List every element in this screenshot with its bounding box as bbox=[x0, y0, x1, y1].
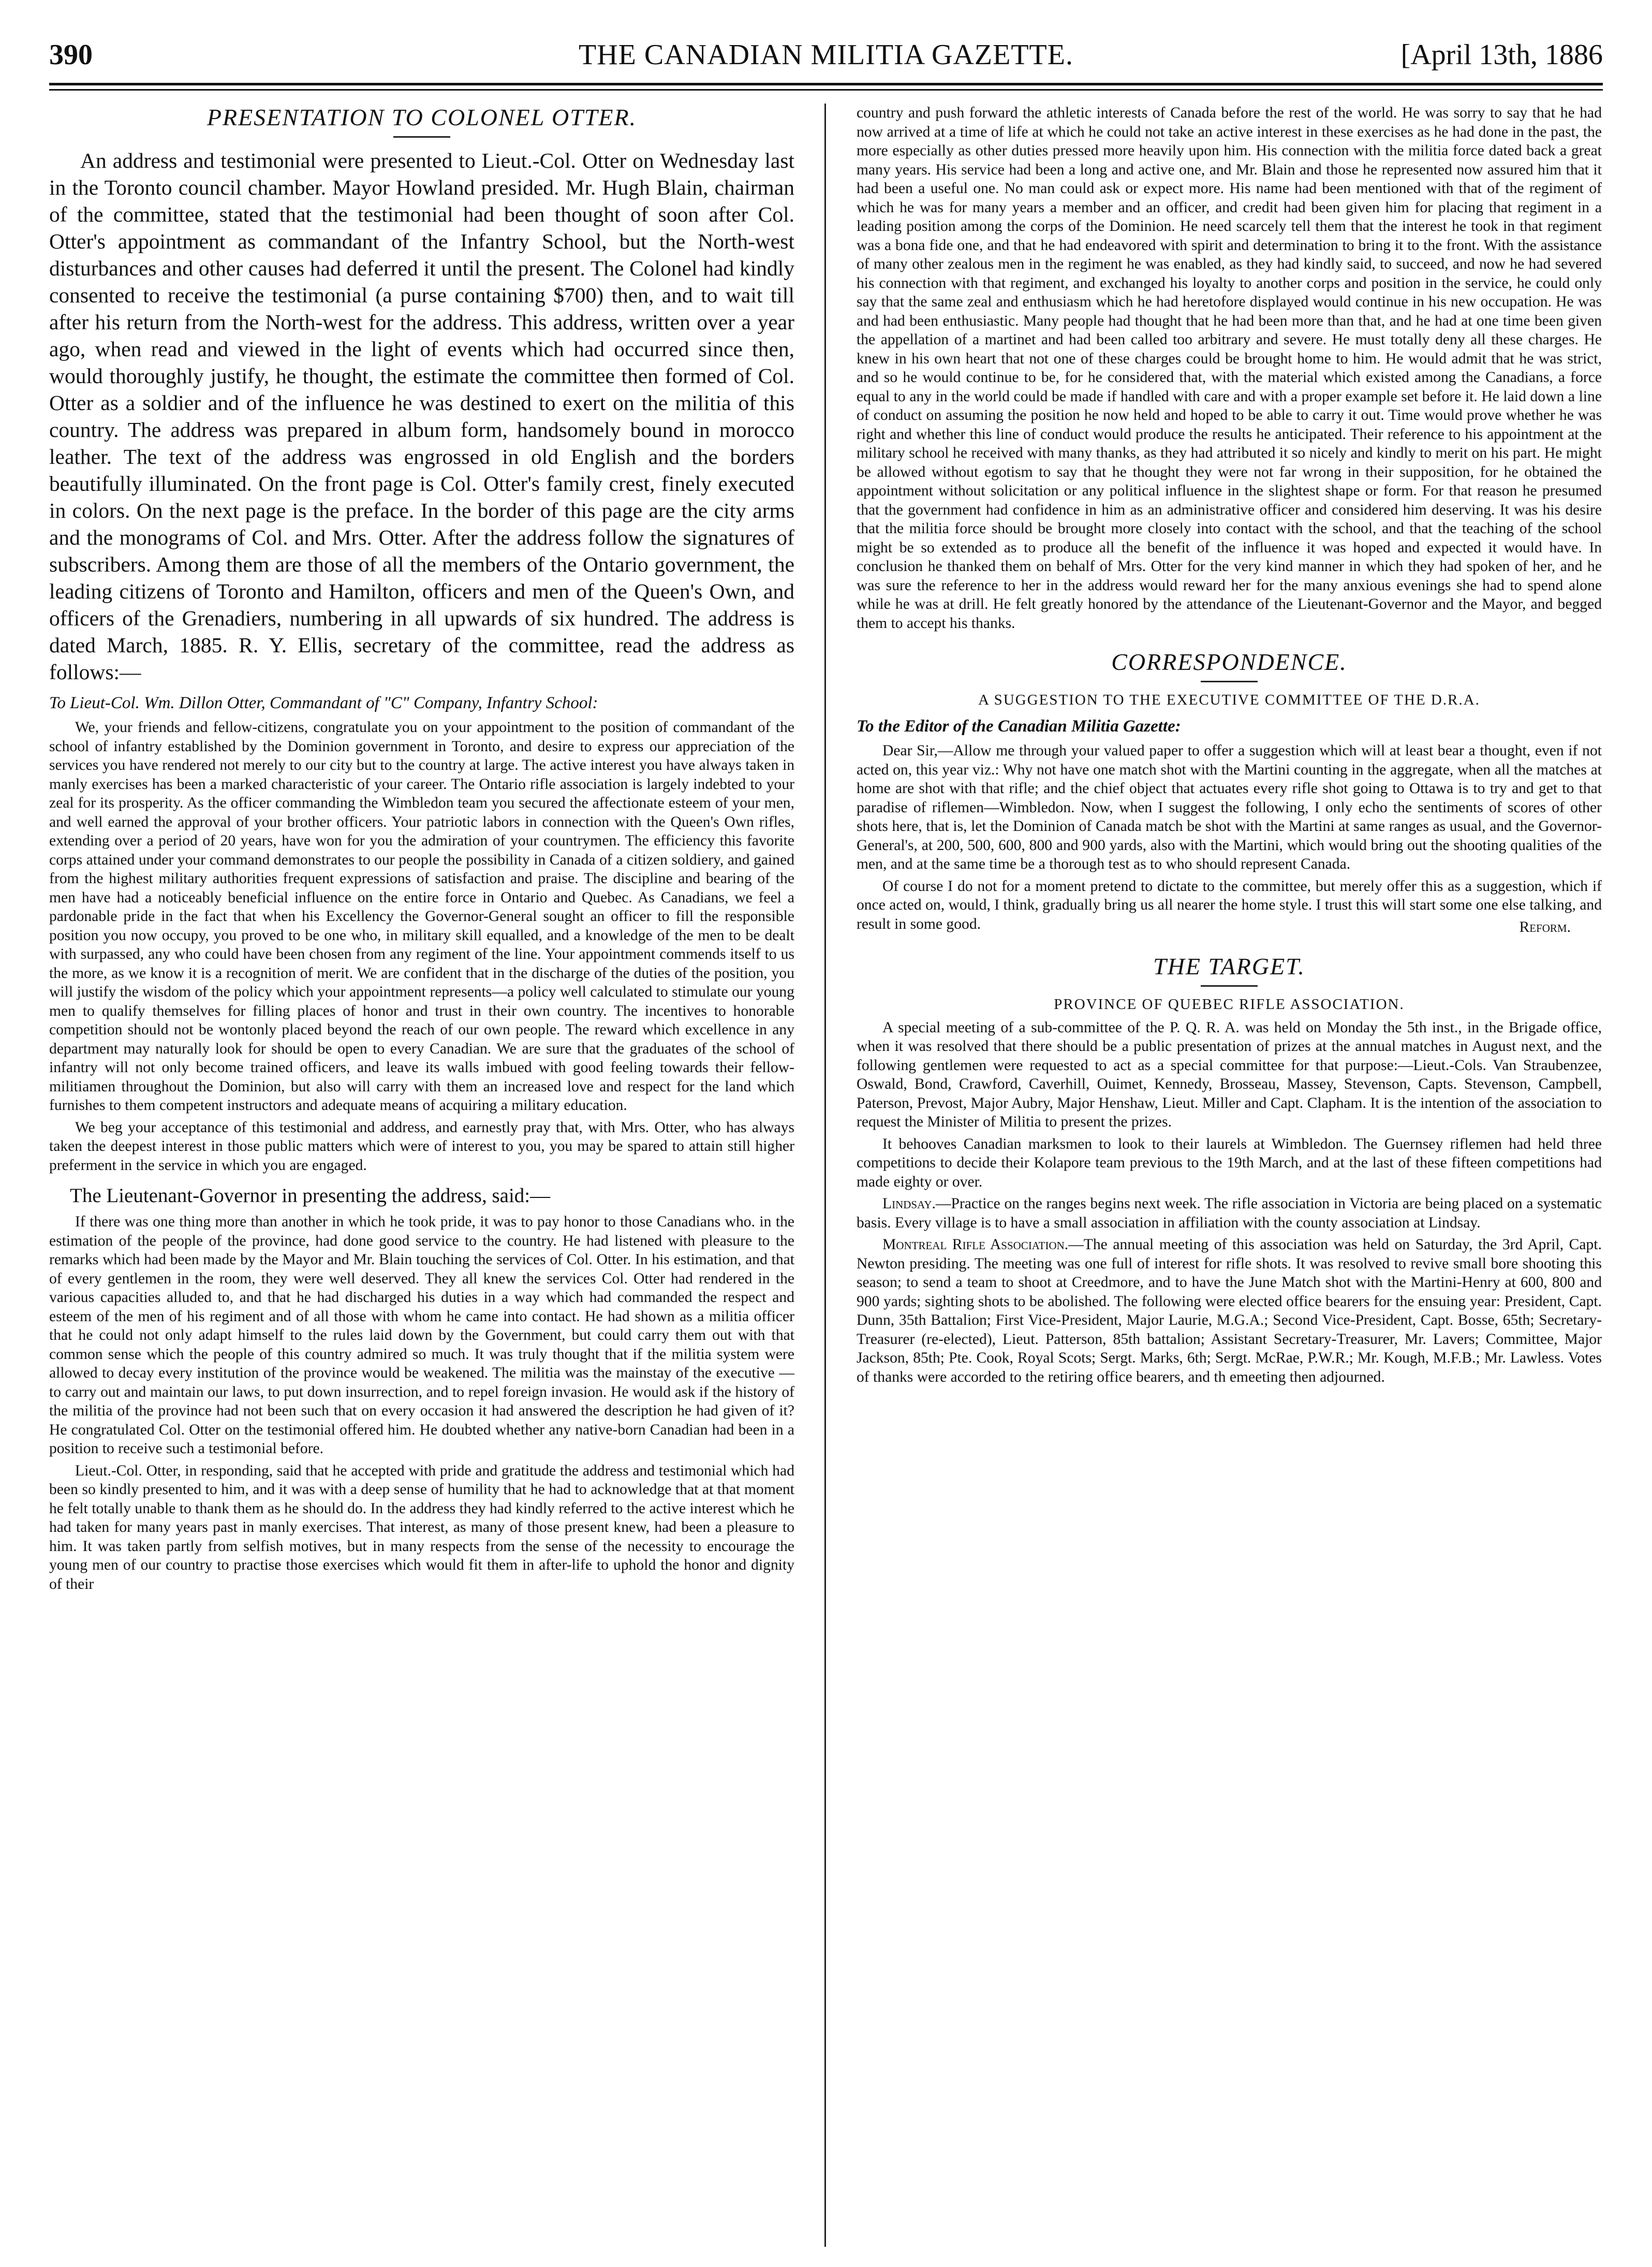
paragraph-text: —The annual meeting of this association was held on Saturday, the 3rd April, Capt. Newton presiding. The meeting was one full of interest for rifle shots. It was resolved to revive small bore shooting this season; to send a team to shoot at Creedmore, and to have the June Match shot with the Martini-Henry at 600, 800 and 900 yards; sighting shots to be abolished. The following were elected office bearers for the ensuing year: President, Capt. Dunn, 35th Battalion; First Vice-President, Major Laurie, M.G.A.; Second Vice-President, Capt. Bosse, 65th; Secretary-Treasurer (re-elected), Lieut. Patterson, 85th battalion; Assistant Secretary-Treasurer, Mr. Lavers; Committee, Major Jackson, 85th; Pte. Cook, Royal Scots; Sergt. Marks, 6th; Sergt. McRae, P.W.R.; Mr. Kough, M.F.B.; Mr. Lawless. Votes of thanks were accorded to the retiring office bearers, and th emeeting then adjourned. bbox=[857, 1236, 1602, 1385]
section-heading-correspondence: CORRESPONDENCE. bbox=[1111, 649, 1347, 675]
newspaper-title: THE CANADIAN MILITIA GAZETTE. bbox=[579, 39, 1073, 71]
target-paragraph: It behooves Canadian marksmen to look to their laurels at Wimbledon. The Guernsey riflemen had held three competitions to decide their Kolapore team previous to the 19th March, and at the last of these fifteen competitions had made eighty or over. bbox=[857, 1135, 1602, 1190]
target-paragraph: A special meeting of a sub-committee of the P. Q. R. A. was held on Monday the 5th inst., in the Brigade office, when it was resolved that there should be a public presentation of prizes at the annual matches in August next, and the following gentlemen were requested to act as a special committee for that purpose:—Lieut.-Cols. Van Straubenzee, Oswald, Bond, Crawford, Caverhill, Ouimet, Kennedy, Brosseau, Massey, Stevenson, Capts. Stevenson, Campbell, Paterson, Prevost, Major Aubry, Major Henshaw, Lieut. Miller and Capt. Clapham. It is the intention of the association to request the Minister of Militia to present the prizes. bbox=[857, 1019, 1602, 1130]
address-paragraph: We, your friends and fellow-citizens, congratulate you on your appointment to the position of commandant of the school of infantry established by the Dominion government in Toronto, and desire to express our appreciation of the services you have rendered not merely to our city but to the country at large. The active interest you have always taken in manly exercises has been a marked characteristic of your career. The Ontario rifle association is largely indebted to your zeal for its prosperity. As the officer commanding the Wimbledon team you secured the affectionate esteem of your men, and well earned the approval of your brother officers. Your patriotic labors in connection with the Queen's Own rifles, extending over a period of 20 years, have won for you the admiration of your countrymen. The efficiency this favorite corps attained under your command demonstrates to our people the possibility in Canada of a citizen soldiery, and gained from the highest military authorities frequent expressions of satisfaction and praise. The discipline and bearing of the men have had a noticeably beneficial influence on the entire force in Ontario and Quebec. As Canadians, we feel a pardonable pride in the fact that when his Excellency the Governor-General sought an officer to fill the responsible position you now occupy, you proved to be one who, in military skill equalled, and a knowledge of the men to be dealt with surpassed, any who could have been chosen from any regiment of the line. Your appointment commends itself to us the more, as we know it is a recognition of merit. We are confident that in the discharge of the duties of the position, you will justify the wisdom of the policy which your appointment represents—a policy well calculated to stimulate our young men to qualify themselves for filling places of honor and trust in their own country. The incentives to honorable competition should not be wontonly placed beyond the reach of our own people. The reward which excellence in any department may naturally look for should be open to every Canadian. We are sure that the graduates of the school of infantry will not only become trained officers, and leave its walls imbued with good feeling towards their fellow-militiamen throughout the Dominion, but also will carry with them an increased love and respect for the land which furnishes to them competent instructors and adequate means of acquiring a military education. bbox=[49, 719, 794, 1114]
columns bbox=[49, 104, 1603, 2247]
heading-rule bbox=[1201, 681, 1258, 682]
otter-response-continued: country and push forward the athletic interests of Canada before the rest of the world. He was sorry to say that he had now arrived at a time of life at which he could not take an active interest in these exercises as he had done in the past, the more especially as other duties pressed more heavily upon him. His connection with the militia force dated back a great many years. His service had been a long and active one, and Mr. Blain and those he represented now assured him that it had been a useful one. No man could ask or expect more. His name had been mentioned with that of the regiment of which he was for many years a member and an officer, and credit had been given him for placing that regiment in a leading position among the corps of the Dominion. He need scarcely tell them that the interest he took in that regiment was a bona fide one, and that he had endeavored with spirit and determination to bring it to the front. With the assistance of many other zealous men in the regiment he was enabled, as they had kindly said, to succeed, and now he had severed his connection with that regiment, and exchanged his loyalty to another corps and position in the service, he could only say that the same zeal and enthusiasm which he had heretofore displayed would continue in his new occupation. He was and had been enthusiastic. Many people had thought that he had been more than that, and he had at one time been given the appellation of a martinet and had been called too arbitrary and severe. He must totally deny all these charges. He knew in his own heart that not one of these charges could be brought home to him. He would admit that he was strict, and so he would continue to be, for he considered that, with the material which existed among the Canadians, a force equal to any in the world could be made if handled with care and with a proper example set before it. He laid down a line of conduct on assuming the position he now held and hoped to be able to carry it out. Time would prove whether he was right and whether this line of conduct would produce the results he anticipated. Their reference to his appointment at the military school he received with many thanks, as they had attributed it so nicely and kindly to merit on his part. He might be allowed without egotism to say that he thought they were not far wrong in their supposition, for he obtained the appointment without solicitation or any political influence in the slightest shape or form. For that reason he presumed that the government had confidence in him as an administrative officer and considered him deserving. It was his desire that the militia force should be brought more closely into contact with the school, and that the teaching of the school might be so extended as to produce all the benefit of the influence it was hoped and expected it would have. In conclusion he thanked them on behalf of Mrs. Otter for the very kind manner in which they had spoken of her, and he was sure the reference to her in the address would reward her for the many anxious evenings she had to spend alone while he was at drill. He felt greatly honored by the attendance of the Lieutenant-Governor and the Mayor, and begged them to accept his thanks. bbox=[857, 105, 1602, 632]
right-column bbox=[857, 104, 1602, 2247]
letter-paragraph: Of course I do not for a moment pretend to dictate to the committee, but merely offer this as a suggestion, which if once acted on, would, I think, gradually bring us all nearer the home style. I trust this will start some one else talking, and result in some good. bbox=[857, 877, 1602, 932]
heading-rule bbox=[393, 136, 450, 138]
address-caption: To Lieut-Col. Wm. Dillon Otter, Commandant of "C" Company, Infantry School: bbox=[49, 694, 598, 712]
correspondence-subhead: A SUGGESTION TO THE EXECUTIVE COMMITTEE OF THE D.R.A. bbox=[978, 692, 1480, 708]
article-intro: An address and testimonial were presented to Lieut.-Col. Otter on Wednesday last in the Toronto council chamber. Mayor Howland presided. Mr. Hugh Blain, chairman of the committee, stated that the testimonial had been thought of soon after Col. Otter's appointment as commandant of the Infantry School, but the North-west disturbances and other causes had deferred it until the present. The Colonel had kindly consented to receive the testimonial (a purse containing $700) then, and to wait till after his return from the North-west for the address. This address, written over a year ago, when read and viewed in the light of events which had occurred since then, would thoroughly justify, he thought, the estimate the committee then formed of Col. Otter as a soldier and of the influence he was destined to exert on the militia of this country. The address was prepared in album form, handsomely bound in morocco leather. The text of the address was engrossed in old English and the borders beautifully illuminated. On the front page is Col. Otter's family crest, finely executed in colors. On the next page is the preface. In the border of this page are the city arms and the monograms of Col. and Mrs. Otter. After the address follow the signatures of subscribers. Among them are those of all the members of the Ontario government, the leading citizens of Toronto and Hamilton, officers and men of the Queen's Own, and officers of the Grenadiers, numbering in all upwards of six hundred. The address is dated March, 1885. R. Y. Ellis, secretary of the committee, read the address as follows:— bbox=[49, 149, 794, 684]
target-paragraph-montreal bbox=[857, 1235, 1602, 1386]
lieutenant-governor-heading: The Lieutenant-Governor in presenting the address, said:— bbox=[70, 1184, 551, 1207]
paragraph-label: Montreal Rifle Association. bbox=[882, 1236, 1069, 1253]
page-number: 390 bbox=[49, 39, 93, 71]
paragraph-text: —Practice on the ranges begins next week. The rifle association in Victoria are being placed on a systematic basis. Every village is to have a small association in affiliation with the county association at Lindsay. bbox=[857, 1195, 1602, 1231]
issue-date: [April 13th, 1886 bbox=[1400, 39, 1603, 71]
letter-salutation: To the Editor of the Canadian Militia Gazette: bbox=[857, 717, 1181, 736]
article-heading-presentation: PRESENTATION TO COLONEL OTTER. bbox=[207, 104, 637, 130]
masthead-rule-thin bbox=[49, 89, 1603, 91]
target-subhead: PROVINCE OF QUEBEC RIFLE ASSOCIATION. bbox=[1054, 996, 1405, 1013]
letter-signature: Reform. bbox=[1519, 919, 1571, 935]
target-paragraph-lindsay bbox=[857, 1194, 1602, 1232]
address-paragraph: We beg your acceptance of this testimonial and address, and earnestly pray that, with Mrs. Otter, who has always taken the deepest interest in those public matters which were of interest to you, you may be spared to attain still higher preferment in the service in which you are engaged. bbox=[49, 1119, 794, 1174]
lieutenant-governor-speech: If there was one thing more than another in which he took pride, it was to pay honor to those Canadians who. in the estimation of the people of the province, had done good service to the country. He had listened with pleasure to the remarks which had been made by the Mayor and Mr. Blain touching the services of Col. Otter. In his estimation, and that of every gentlemen in the room, they were well deserved. They all knew the services Col. Otter had rendered in the various capacities alluded to, and that he had discharged his duties in a way which had commanded the respect and esteem of the men of his regiment and of all those with whom he came into contact. He had shown as a militia officer that he could not only adapt himself to the rules laid down by the Government, but could carry them out with that common sense which the people of this country admired so much. It was truly thought that if the militia system were allowed to decay every institution of the province would be weakened. The militia was the mainstay of the executive —to carry out and maintain our laws, to put down insurrection, and to repel foreign invasion. He would ask if the history of the militia of the province had not been such that on every occasion it had answered the description he had given of it? He congratulated Col. Otter on the testimonial offered him. He doubted whether any native-born Canadian had been in a position to receive such a testimonial before. bbox=[49, 1213, 794, 1457]
masthead bbox=[49, 31, 1603, 79]
masthead-rule bbox=[49, 83, 1603, 85]
left-column bbox=[49, 104, 794, 2247]
column-divider bbox=[824, 104, 826, 2247]
otter-response: Lieut.-Col. Otter, in responding, said that he accepted with pride and gratitude the address and testimonial which had been so kindly presented to him, and it was with a deep sense of humility that he had to acknowledge that at that moment he felt totally unable to thank them as he should do. In the address they had kindly referred to the active interest which he had taken for many years past in manly exercises. That interest, as many of those present knew, had been a pleasure to him. It was taken partly from selfish motives, but in many respects from the sense of the necessity to encourage the young men of our country to practise those exercises which would fit them in after-life to uphold the honor and dignity of their bbox=[49, 1462, 794, 1592]
newspaper-page bbox=[49, 31, 1603, 2247]
section-heading-target: THE TARGET. bbox=[1153, 953, 1305, 979]
paragraph-label: Lindsay. bbox=[882, 1195, 936, 1212]
letter-paragraph: Dear Sir,—Allow me through your valued paper to offer a suggestion which will at least bear a thought, even if not acted on, this year viz.: Why not have one match shot with the Martini counting in the aggregate, when all the matches at home are shot with that rifle; and the chief object that actuates every rifle shot going to Ottawa is to try and get to that paradise of riflemen—Wimbledon. Now, when I suggest the following, I only echo the sentiments of scores of other shots here, that is, let the Dominion of Canada match be shot with the Martini at same ranges as usual, and the Governor-General's, at 200, 500, 600, 800 and 900 yards, also with the Martini, which would bring out the shooting qualities of the men, and at the same time be a thorough test as to who should represent Canada. bbox=[857, 742, 1602, 872]
heading-rule bbox=[1201, 985, 1258, 987]
